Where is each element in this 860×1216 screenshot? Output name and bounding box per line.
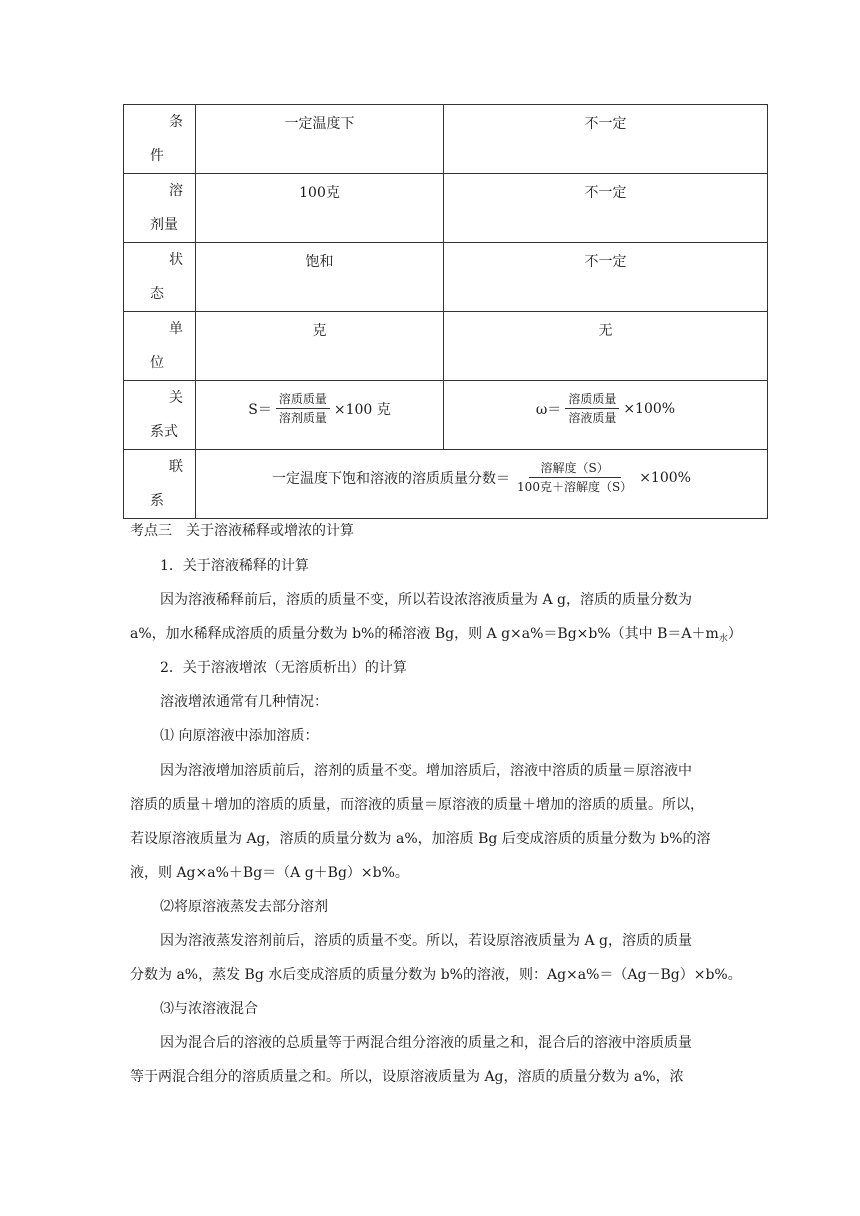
row-label-line1: 关 <box>169 390 183 406</box>
fraction-denominator: 溶液质量 <box>568 411 617 425</box>
row-label-line1: 单 <box>169 321 183 337</box>
solubility-cell: 克 <box>196 312 444 381</box>
table-row <box>124 174 768 243</box>
row-label-line2: 位 <box>150 355 164 371</box>
fraction-denominator: 100克＋溶解度（S） <box>517 480 633 494</box>
formula-suffix: ×100% <box>639 469 691 486</box>
fraction-numerator: 溶解度（S） <box>529 460 621 478</box>
row-label-line2: 剂量 <box>150 217 178 233</box>
row-label <box>124 312 196 381</box>
formula-suffix: ×100 克 <box>333 401 391 418</box>
paragraph-line: 因为混合后的溶液的总质量等于两混合组分溶液的质量之和，混合后的溶液中溶质质量 <box>160 1035 692 1051</box>
formula-prefix: S＝ <box>248 401 272 418</box>
fraction <box>514 460 635 495</box>
fraction-denominator: 溶剂质量 <box>278 411 327 425</box>
row-label-line1: 联 <box>169 459 183 475</box>
fraction <box>276 391 330 426</box>
table-row <box>124 243 768 312</box>
subheading-dilution: 1．关于溶液稀释的计算 <box>160 558 309 574</box>
table-row-relation <box>124 381 768 450</box>
row-label <box>124 381 196 450</box>
row-label-line2: 系式 <box>150 424 178 440</box>
row-label <box>124 174 196 243</box>
solubility-cell: 饱和 <box>196 243 444 312</box>
table-row <box>124 312 768 381</box>
row-label-line1: 状 <box>169 252 183 268</box>
paragraph-line: 溶液增浓通常有几种情况： <box>160 694 328 710</box>
row-label-line2: 态 <box>150 286 164 302</box>
solubility-cell: 一定温度下 <box>196 105 444 174</box>
row-label-line1: 溶 <box>169 183 183 199</box>
link-formula <box>272 460 691 495</box>
formula-prefix: 一定温度下饱和溶液的溶质质量分数＝ <box>272 470 511 487</box>
subheading-concentration: 2．关于溶液增浓（无溶质析出）的计算 <box>160 660 407 676</box>
paragraph-line: 因为溶液增加溶质前后，溶剂的质量不变。增加溶质后，溶液中溶质的质量＝原溶液中 <box>160 763 692 779</box>
paragraph-line: 等于两混合组分的溶质质量之和。所以，设原溶液质量为 Ag，溶质的质量分数为 a%，浓 <box>130 1069 684 1085</box>
row-label <box>124 450 196 519</box>
row-label <box>124 243 196 312</box>
formula-suffix: ×100% <box>623 400 676 417</box>
paragraph-line: 因为溶液蒸发溶剂前后，溶质的质量不变。所以，若设原溶液质量为 A g，溶质的质量 <box>160 933 692 949</box>
solubility-cell: 100克 <box>196 174 444 243</box>
subscript-water: 水 <box>718 634 728 644</box>
case-heading: ⑴ 向原溶液中添加溶质： <box>160 728 319 744</box>
section-heading: 考点三 关于溶液稀释或增浓的计算 <box>130 523 354 539</box>
link-formula-cell <box>196 450 768 519</box>
paragraph-line: 分数为 a%，蒸发 Bg 水后变成溶质的质量分数为 b%的溶液，则：Ag×a%＝（Ag－Bg）×b%。 <box>130 967 742 983</box>
paragraph-line <box>130 624 740 649</box>
mass-fraction-cell: 无 <box>444 312 768 381</box>
mass-fraction-formula <box>536 391 675 426</box>
solubility-formula-cell <box>196 381 444 450</box>
table-row <box>124 105 768 174</box>
row-label-line2: 件 <box>150 148 164 164</box>
paragraph-line: 溶质的质量＋增加的溶质的质量，而溶液的质量＝原溶液的质量＋增加的溶质的质量。所以， <box>130 797 704 813</box>
row-label <box>124 105 196 174</box>
paragraph-line: 液，则 Ag×a%＋Bg＝（A g＋Bg）×b%。 <box>130 865 409 881</box>
fraction <box>565 391 619 426</box>
fraction-numerator: 溶质质量 <box>565 391 619 409</box>
mass-fraction-cell: 不一定 <box>444 174 768 243</box>
paragraph-text: a%，加水稀释成溶质的质量分数为 b%的稀溶液 Bg，则 A g×a%＝Bg×b%（其中 B＝A＋m <box>130 626 719 642</box>
fraction-numerator: 溶质质量 <box>276 391 330 409</box>
row-label-line2: 系 <box>150 493 164 509</box>
mass-fraction-cell: 不一定 <box>444 105 768 174</box>
table-row-link <box>124 450 768 519</box>
paragraph-line: 因为溶液稀释前后，溶质的质量不变，所以若设浓溶液质量为 A g，溶质的质量分数为 <box>160 592 692 608</box>
formula-prefix: ω＝ <box>535 401 562 418</box>
paragraph-line: 若设原溶液质量为 Ag，溶质的质量分数为 a%，加溶质 Bg 后变成溶质的质量分数为 b%的溶 <box>130 831 711 847</box>
solubility-formula <box>248 391 391 426</box>
row-label-line1: 条 <box>169 114 183 130</box>
case-heading: ⑵将原溶液蒸发去部分溶剂 <box>160 899 328 915</box>
paragraph-text: ） <box>727 626 742 642</box>
case-heading: ⑶与浓溶液混合 <box>160 1001 258 1017</box>
comparison-table <box>123 104 768 519</box>
mass-fraction-formula-cell <box>444 381 768 450</box>
mass-fraction-cell: 不一定 <box>444 243 768 312</box>
